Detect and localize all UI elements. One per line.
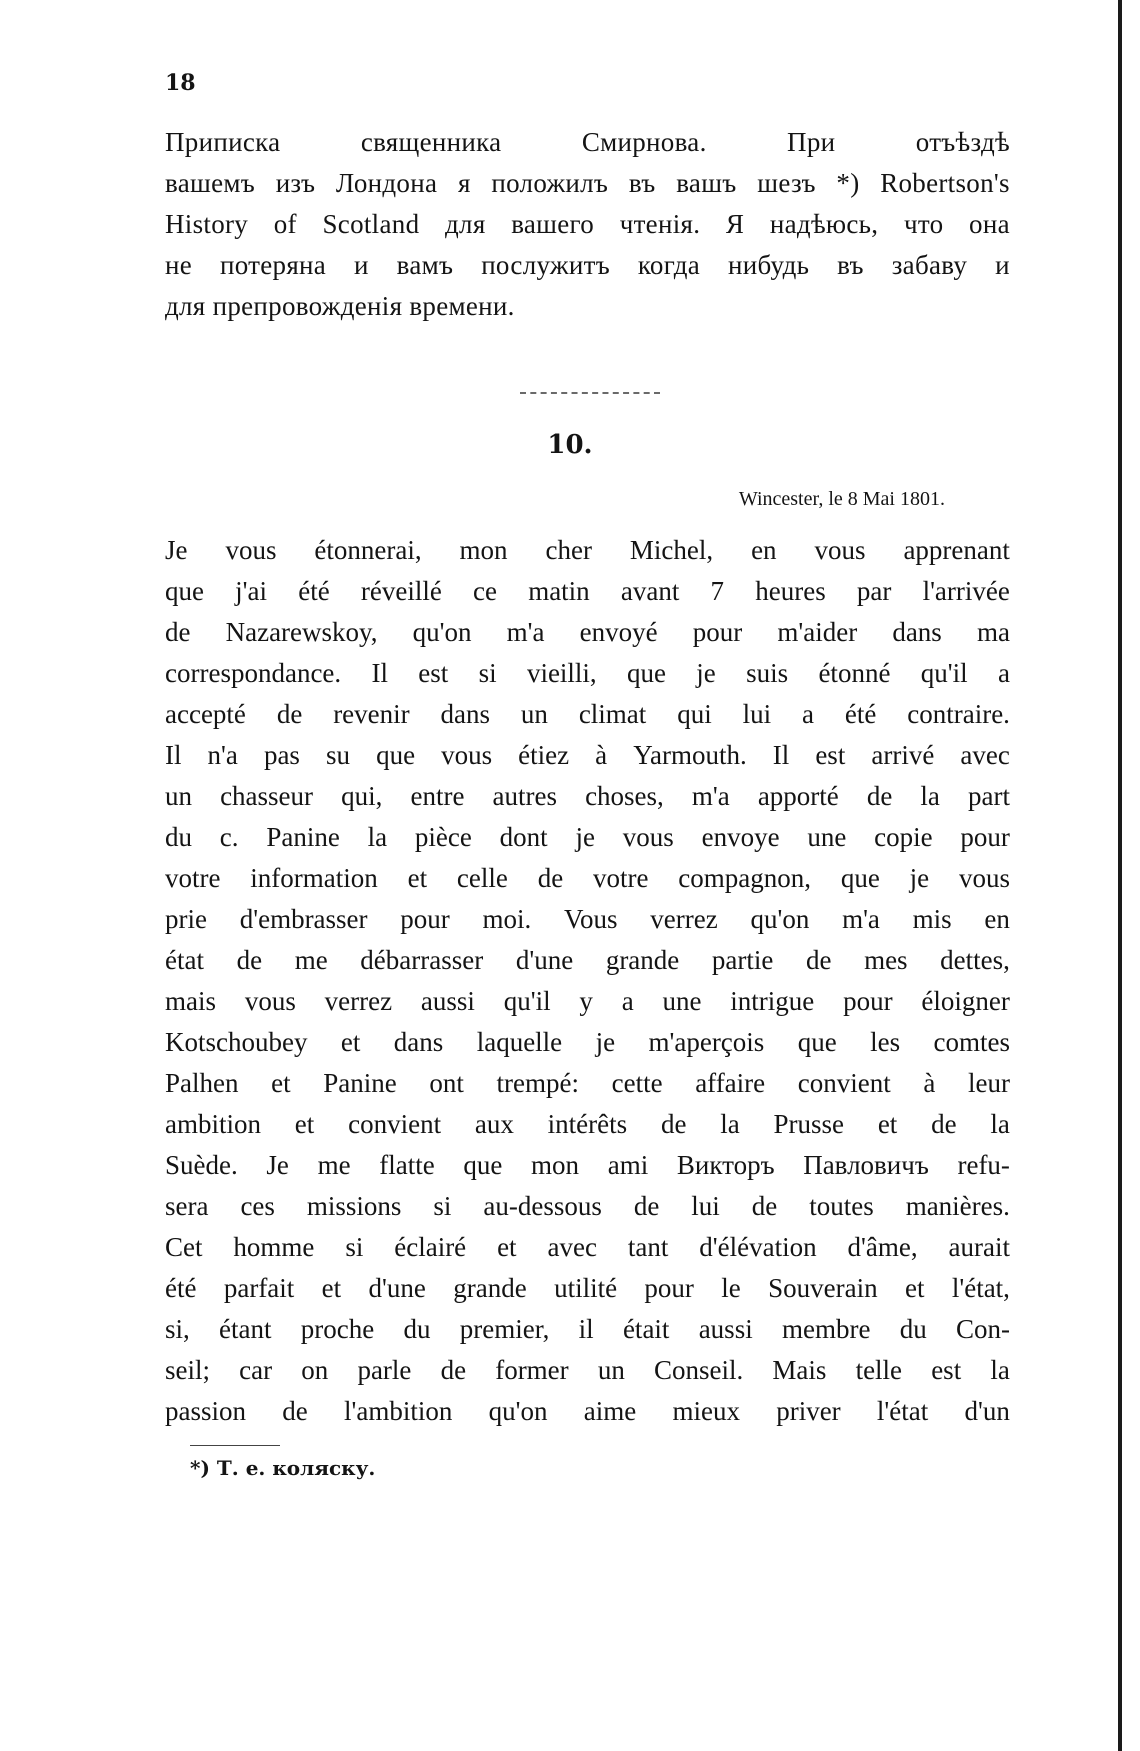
letter-line: état de me débarrasser d'une grande partie de mes dettes, <box>165 945 1010 975</box>
letter-line: Cet homme si éclairé et avec tant d'élévation d'âme, aurait <box>165 1232 1010 1262</box>
letter-line: Suède. Je me flatte que mon ami Викторъ Павловичъ refu- <box>165 1150 1010 1180</box>
letter-line: Il n'a pas su que vous étiez à Yarmouth. Il est arrivé avec <box>165 740 1010 770</box>
letter-line: mais vous verrez aussi qu'il y a une intrigue pour éloigner <box>165 986 1010 1016</box>
letter-line: un chasseur qui, entre autres choses, m'a apporté de la part <box>165 781 1010 811</box>
footnote: *) Т. е. коляску. <box>190 1456 376 1480</box>
letter-line: prie d'embrasser pour moi. Vous verrez qu'on m'a mis en <box>165 904 1010 934</box>
footnote-rule <box>190 1445 280 1446</box>
letter-line: Kotschoubey et dans laquelle je m'aperçois que les comtes <box>165 1027 1010 1057</box>
letter-line: ambition et convient aux intérêts de la Prusse et de la <box>165 1109 1010 1139</box>
page-edge-rule <box>1118 0 1122 1751</box>
letter-body <box>165 530 1010 1432</box>
letter-line: si, étant proche du premier, il était aussi membre du Con- <box>165 1314 1010 1344</box>
letter-line: seil; car on parle de former un Conseil. Mais telle est la <box>165 1355 1010 1385</box>
letter-line: accepté de revenir dans un climat qui lui a été contraire. <box>165 699 1010 729</box>
letter-line: Palhen et Panine ont trempé: cette affaire convient à leur <box>165 1068 1010 1098</box>
letter-line: été parfait et d'une grande utilité pour le Souverain et l'état, <box>165 1273 1010 1303</box>
letter-number: 10. <box>547 430 593 460</box>
letter-line: de Nazarewskoy, qu'on m'a envoyé pour m'aider dans ma <box>165 617 1010 647</box>
postscript-line: не потеряна и вамъ послужитъ когда нибудь въ забаву и <box>165 250 1010 280</box>
letter-line: du c. Panine la pièce dont je vous envoye une copie pour <box>165 822 1010 852</box>
postscript-line: для препровожденія времени. <box>165 291 515 321</box>
letter-line: Je vous étonnerai, mon cher Michel, en vous apprenant <box>165 535 1010 565</box>
dateline: Wincester, le 8 Mai 1801. <box>738 488 945 510</box>
page-number: 18 <box>165 70 196 96</box>
letter-line: sera ces missions si au-dessous de lui de toutes manières. <box>165 1191 1010 1221</box>
letter-line: que j'ai été réveillé ce matin avant 7 heures par l'arrivée <box>165 576 1010 606</box>
section-separator <box>520 392 660 394</box>
postscript-line: Приписка священника Смирнова. При отъѣздѣ <box>165 127 1010 157</box>
letter-line: votre information et celle de votre compagnon, que je vous <box>165 863 1010 893</box>
letter-line: passion de l'ambition qu'on aime mieux priver l'état d'un <box>165 1396 1010 1426</box>
postscript-paragraph <box>165 122 1010 327</box>
postscript-line: History of Scotland для вашего чтенія. Я надѣюсь, что она <box>165 209 1010 239</box>
letter-line: correspondance. Il est si vieilli, que je suis étonné qu'il a <box>165 658 1010 688</box>
postscript-line: вашемъ изъ Лондона я положилъ въ вашъ шезъ *) Robertson's <box>165 168 1010 198</box>
